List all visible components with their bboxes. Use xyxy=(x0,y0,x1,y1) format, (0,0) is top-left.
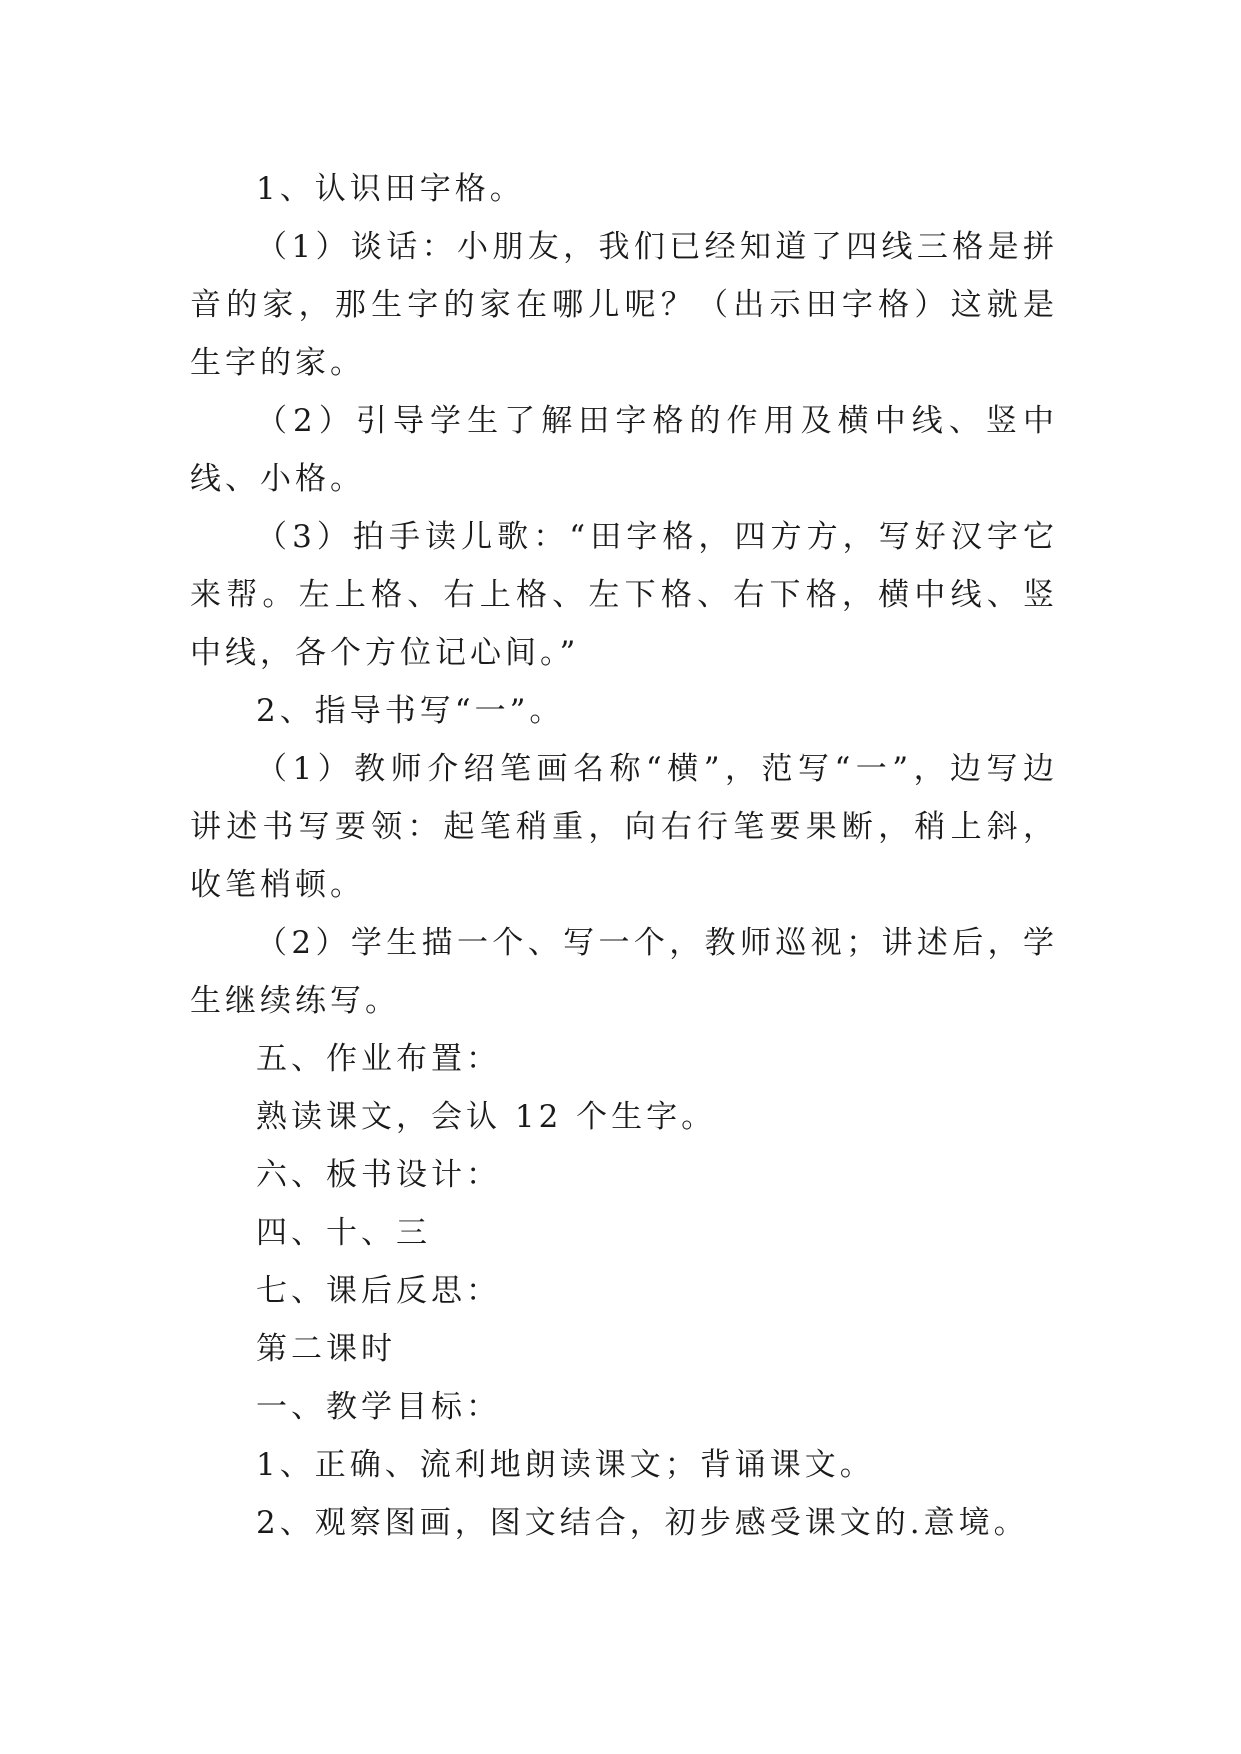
paragraph-objective-1: 1、正确、流利地朗读课文；背诵课文。 xyxy=(256,1447,875,1483)
paragraph-objective-2: 2、观察图画，图文结合，初步感受课文的.意境。 xyxy=(256,1505,1029,1541)
paragraph-talk: （1）谈话：小朋友，我们已经知道了四线三格是拼音的家，那生字的家在哪儿呢？（出示田字格）这就是生字的家。 xyxy=(190,229,1058,381)
paragraph-board-heading: 六、板书设计： xyxy=(256,1157,501,1193)
paragraph-rhyme: （3）拍手读儿歌：“田字格，四方方，写好汉字它来帮。左上格、右上格、左下格、右下格，横中线、竖中线，各个方位记心间。” xyxy=(190,519,1058,671)
paragraph-guide: （2）引导学生了解田字格的作用及横中线、竖中线、小格。 xyxy=(190,403,1058,497)
paragraph-reflection-heading: 七、课后反思： xyxy=(256,1273,501,1309)
paragraph-objectives-heading: 一、教学目标： xyxy=(256,1389,501,1425)
paragraph-homework-heading: 五、作业布置： xyxy=(256,1041,501,1077)
document-body xyxy=(190,160,1058,1552)
paragraph-homework: 熟读课文，会认 12 个生字。 xyxy=(256,1099,717,1135)
paragraph-teacher-demo: （1）教师介绍笔画名称“横”，范写“一”，边写边讲述书写要领：起笔稍重，向右行笔要果断，稍上斜，收笔梢顿。 xyxy=(190,751,1058,903)
paragraph-student-practice: （2）学生描一个、写一个，教师巡视；讲述后，学生继续练写。 xyxy=(190,925,1058,1019)
paragraph-second-lesson: 第二课时 xyxy=(256,1331,396,1367)
paragraph-section-2-heading: 2、指导书写“一”。 xyxy=(256,693,565,729)
paragraph-section-1-heading: 1、认识田字格。 xyxy=(256,171,525,207)
paragraph-board: 四、十、三 xyxy=(256,1215,431,1251)
